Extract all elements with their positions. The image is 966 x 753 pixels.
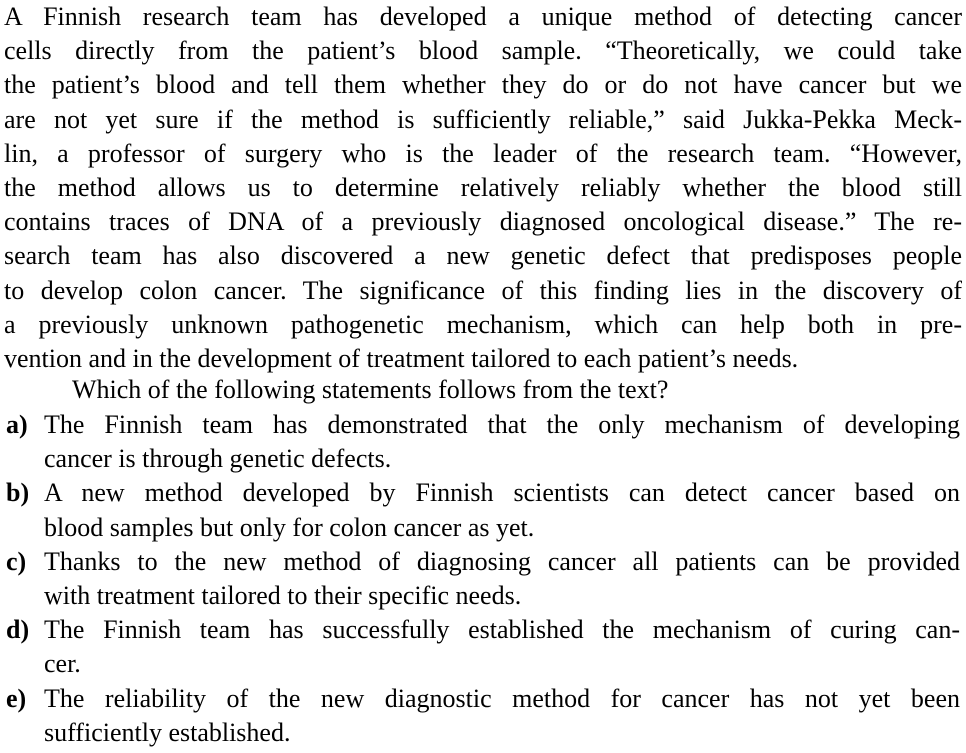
option-letter: c): [6, 546, 27, 576]
option-line: cancer is through genetic defects.: [44, 444, 392, 474]
option-e[interactable]: [0, 682, 966, 750]
answer-options: [0, 408, 966, 750]
option-b[interactable]: [0, 476, 966, 544]
passage-line: are not yet sure if the method is sufficiently reliable,” said Jukka-Pekka Meck-: [4, 104, 962, 134]
option-letter: d): [6, 615, 30, 645]
passage-line: contains traces of DNA of a previously diagnosed oncological disease.” The re-: [4, 207, 962, 237]
option-line: sufficiently established.: [44, 717, 291, 747]
question-text: Which of the following statements follows from the text?: [72, 375, 669, 404]
passage-paragraph: [4, 0, 962, 376]
passage-line: a previously unknown pathogenetic mechanism, which can help both in pre-: [4, 309, 962, 339]
passage-line: cells directly from the patient’s blood sample. “Theoretically, we could take: [4, 36, 962, 66]
option-line: The reliability of the new diagnostic method for cancer has not yet been: [44, 683, 960, 713]
passage-line: the patient’s blood and tell them whether they do or do not have cancer but we: [4, 70, 962, 100]
option-line: The Finnish team has demonstrated that the only mechanism of developing: [44, 410, 960, 439]
option-text: [44, 613, 960, 681]
passage-line: lin, a professor of surgery who is the leader of the research team. “However,: [4, 138, 962, 168]
option-line: A new method developed by Finnish scientists can detect cancer based on: [44, 478, 960, 508]
passage-line: to develop colon cancer. The significance of this finding lies in the discovery of: [4, 275, 962, 305]
option-c[interactable]: [0, 545, 966, 613]
passage-line: the method allows us to determine relatively reliably whether the blood still: [4, 172, 962, 202]
option-line: Thanks to the new method of diagnosing cancer all patients can be provided: [44, 546, 960, 576]
option-line: The Finnish team has successfully established the mechanism of curing can-: [44, 615, 960, 645]
passage-line: vention and in the development of treatment tailored to each patient’s needs.: [4, 343, 799, 373]
option-letter: b): [6, 478, 30, 508]
option-letter: a): [6, 410, 28, 439]
option-text: [44, 408, 960, 476]
option-line: with treatment tailored to their specific needs.: [44, 580, 522, 610]
option-line: blood samples but only for colon cancer as yet.: [44, 512, 535, 542]
option-d[interactable]: [0, 613, 966, 681]
option-text: [44, 682, 960, 750]
option-text: [44, 545, 960, 613]
option-line: cer.: [44, 649, 81, 679]
option-a[interactable]: [0, 408, 966, 476]
passage-line: search team has also discovered a new genetic defect that predisposes people: [4, 241, 962, 271]
option-letter: e): [6, 683, 27, 713]
option-text: [44, 476, 960, 544]
passage-line: A Finnish research team has developed a unique method of detecting cancer: [4, 2, 962, 31]
